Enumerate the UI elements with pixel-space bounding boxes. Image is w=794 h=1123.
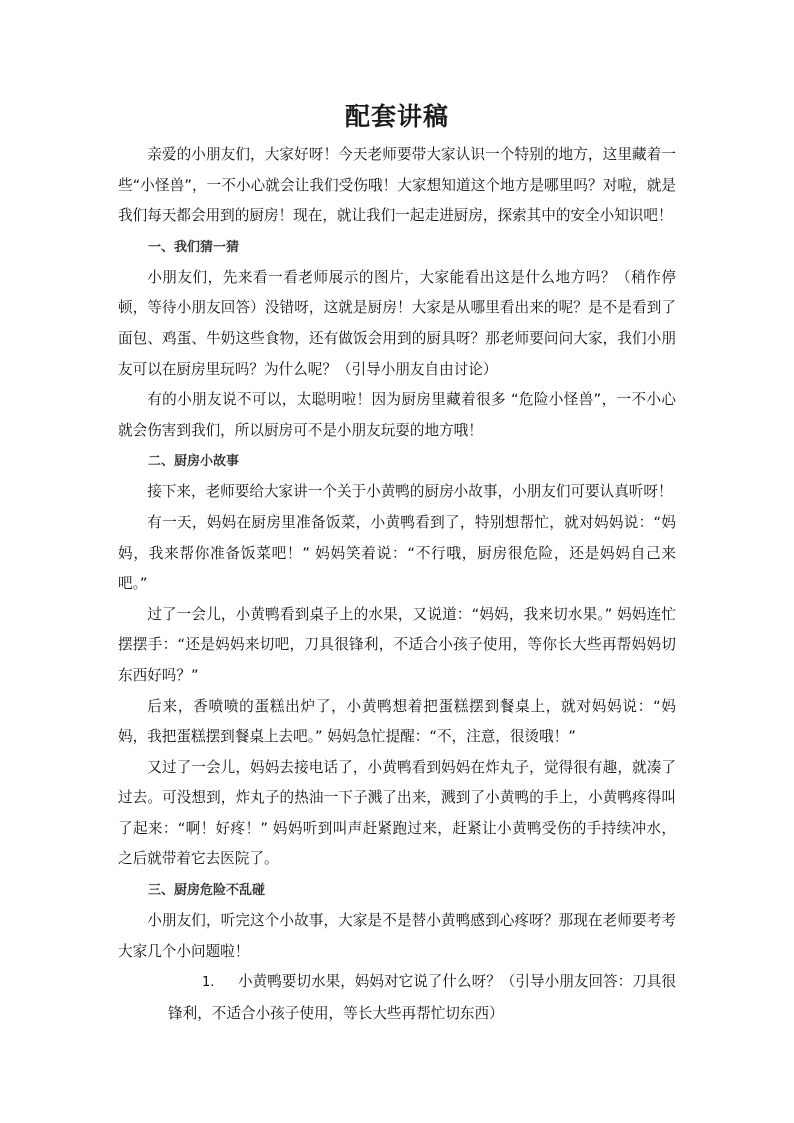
list-item-text: 小黄鸭要切水果，妈妈对它说了什么呀？（引导小朋友回答：刀具很锋利，不适合小孩子使用，等长大些再帮忙切东西） <box>168 973 676 1022</box>
paragraph: 后来，香喷喷的蛋糕出炉了，小黄鸭想着把蛋糕摆到餐桌上，就对妈妈说：“妈妈，我把蛋糕摆到餐桌上去吧。” 妈妈急忙提醒：“不，注意，很烫哦！” <box>118 697 676 746</box>
paragraph: 接下来，老师要给大家讲一个关于小黄鸭的厨房小故事，小朋友们可要认真听呀！ <box>147 483 673 501</box>
paragraph: 有一天，妈妈在厨房里准备饭菜，小黄鸭看到了，特别想帮忙，就对妈妈说：“妈妈，我来帮你准备饭菜吧！” 妈妈笑着说：“不行哦，厨房很危险，还是妈妈自己来吧。” <box>118 513 676 593</box>
section-heading-2: 二、厨房小故事 <box>148 454 240 470</box>
paragraph: 又过了一会儿，妈妈去接电话了，小黄鸭看到妈妈在炸丸子，觉得很有趣，就凑了过去。可没想到，炸丸子的热油一下子溅了出来，溅到了小黄鸭的手上，小黄鸭疼得叫了起来：“啊！好疼！” 妈妈听到叫声赶紧跑过来，赶紧让小黄鸭受伤的手持续冲水，之后就带着它去医院了。 <box>118 758 676 868</box>
paragraph: 有的小朋友说不可以，太聪明啦！因为厨房里藏着很多 “危险小怪兽”，一不小心就会伤害到我们，所以厨房可不是小朋友玩耍的地方哦！ <box>118 391 676 439</box>
document-title: 配套讲稿 <box>344 102 449 131</box>
section-heading-3: 三、厨房危险不乱碰 <box>148 883 266 899</box>
intro-paragraph: 亲爱的小朋友们，大家好呀！今天老师要带大家认识一个特别的地方，这里藏着一些“小怪兽”，一不小心就会让我们受伤哦！大家想知道这个地方是哪里吗？对啦，就是我们每天都会用到的厨房！现在，就让我们一起走进厨房，探索其中的安全小知识吧！ <box>118 146 676 225</box>
paragraph: 过了一会儿，小黄鸭看到桌子上的水果，又说道：“妈妈，我来切水果。” 妈妈连忙摆摆手：“还是妈妈来切吧，刀具很锋利，不适合小孩子使用，等你长大些再帮妈妈切东西好吗？” <box>118 605 676 684</box>
section-heading-1: 一、我们猜一猜 <box>148 239 240 255</box>
paragraph: 小朋友们，听完这个小故事，大家是不是替小黄鸭感到心疼呀？那现在老师要考考大家几个小问题啦！ <box>118 912 676 960</box>
numbered-list-item <box>118 967 676 1029</box>
paragraph: 小朋友们，先来看一看老师展示的图片，大家能看出这是什么地方吗？（稍作停顿，等待小朋友回答）没错呀，这就是厨房！大家是从哪里看出来的呢？是不是看到了面包、鸡蛋、牛奶这些食物，还有做饭会用到的厨具呀？那老师要问问大家，我们小朋友可以在厨房里玩吗？为什么呢？（引导小朋友自由讨论） <box>118 268 676 378</box>
document-body <box>118 140 676 1029</box>
list-number: 1. <box>202 975 215 991</box>
